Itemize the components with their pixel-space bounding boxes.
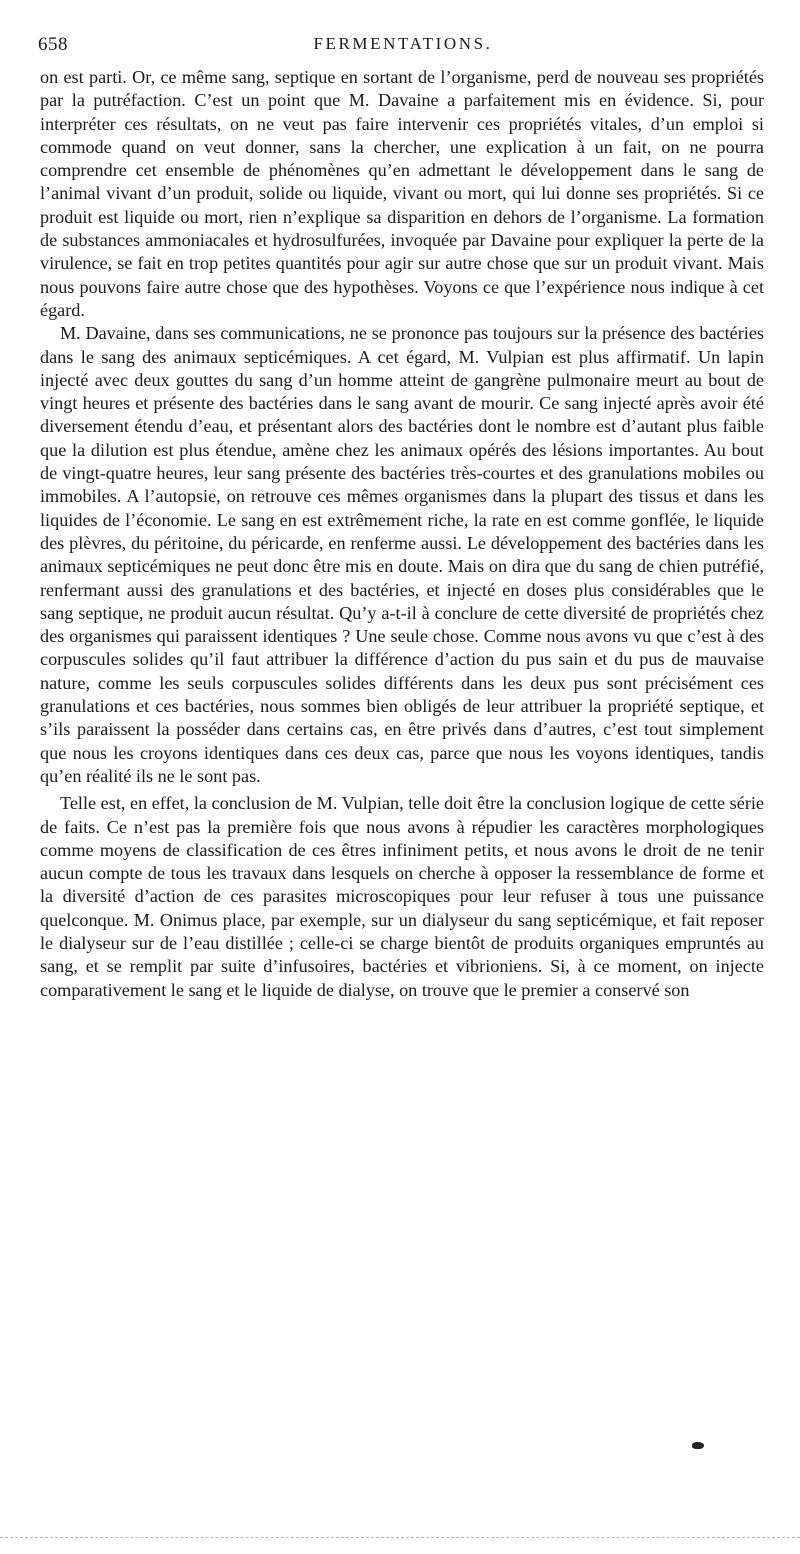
ink-speck [692, 1442, 704, 1449]
paragraph-conclusion: Telle est, en effet, la conclusion de M. Vulpian, telle doit être la conclusion logique de cette série de faits. Ce n’est pas la première fois que nous avons à répudier les caractères morphologiques comme moyens de classification de ces êtres infiniment petits, et nous avons le droit de ne tenir aucun compte de tous les travaux dans lesquels on cherche à opposer la ressemblance de forme et la diversité d’action de ces parasites microscopiques pour leur refuser à tous une puissance quelconque. M. Onimus place, par exemple, sur un dialyseur du sang septicémique, et fait reposer le dialyseur sur de l’eau distillée ; celle-ci se charge bientôt de produits organiques empruntés au sang, et se remplit par suite d’infusoires, bactéries et vibrioniens. Si, à ce moment, on injecte comparativement le sang et le liquide de dialyse, on trouve que le premier a conservé son [40, 793, 764, 1000]
scan-edge-line [0, 1537, 800, 1538]
body-text [40, 66, 764, 1002]
paragraph-continuation: on est parti. Or, ce même sang, septique en sortant de l’organisme, perd de nouveau ses propriétés par la putréfaction. C’est un point que M. Davaine a parfaitement mis en évidence. Si, pour interpréter ces résultats, on ne veut pas faire intervenir ces propriétés vitales, d’un emploi si commode quand on veut donner, sans la chercher, une explication à un fait, on ne pourra comprendre cet ensemble de phénomènes qu’en admettant le développement dans le sang de l’animal vivant d’un produit, solide ou liquide, vivant ou mort, qui lui donne ses propriétés. Si ce produit est liquide ou mort, rien n’explique sa disparition en dehors de l’organisme. La formation de substances ammoniacales et hydrosulfurées, invoquée par Davaine pour expliquer la perte de la virulence, se fait en trop petites quantités pour agir sur autre chose que sur un produit vivant. Mais nous pouvons faire autre chose que des hypothèses. Voyons ce que l’expérience nous indique à cet égard. [40, 67, 764, 320]
page-number: 658 [38, 34, 68, 55]
running-title: FERMENTATIONS. [313, 34, 493, 53]
paragraph-davaine-vulpian: M. Davaine, dans ses communications, ne se prononce pas toujours sur la présence des bactéries dans le sang des animaux septicémiques. A cet égard, M. Vulpian est plus affirmatif. Un lapin injecté avec deux gouttes du sang d’un homme atteint de gangrène pulmonaire meurt au bout de vingt heures et présente des bactéries dans le sang avant de mourir. Ce sang injecté après avoir été diversement étendu d’eau, et présentant alors des bactéries dont le nombre est d’autant plus faible que la dilution est plus étendue, amène chez les animaux opérés des lésions importantes. Au bout de vingt-quatre heures, leur sang présente des bactéries très-courtes et des granulations mobiles ou immobiles. A l’autopsie, on retrouve ces mêmes organismes dans la plupart des tissus et dans les liquides de l’économie. Le sang en est extrêmement riche, la rate en est comme gonflée, le liquide des plèvres, du péritoine, du péricarde, en renferme aussi. Le développement des bactéries dans les animaux septicémiques ne peut donc être mis en doute. Mais on dira que du sang de chien putréfié, renfermant aussi des granulations et des bactéries, et injecté en doses plus considérables que le sang septique, ne produit aucun résultat. Qu’y a-t-il à conclure de cette diversité de propriétés chez des organismes qui paraissent identiques ? Une seule chose. Comme nous avons vu que c’est à des corpuscules solides qu’il faut attribuer la différence d’action du pus sain et du pus de mauvaise nature, comme les seuls corpuscules solides différents dans les deux pus sont précisément ces granulations et ces bactéries, nous sommes bien obligés de leur attribuer la propriété septique, et s’ils paraissent la posséder dans certains cas, en être privés dans d’autres, c’est tout simplement que nous les croyons identiques dans ces deux cas, parce que nous les voyons identiques, tandis qu’en réalité ils ne le sont pas. [40, 323, 764, 786]
running-head [38, 34, 768, 58]
